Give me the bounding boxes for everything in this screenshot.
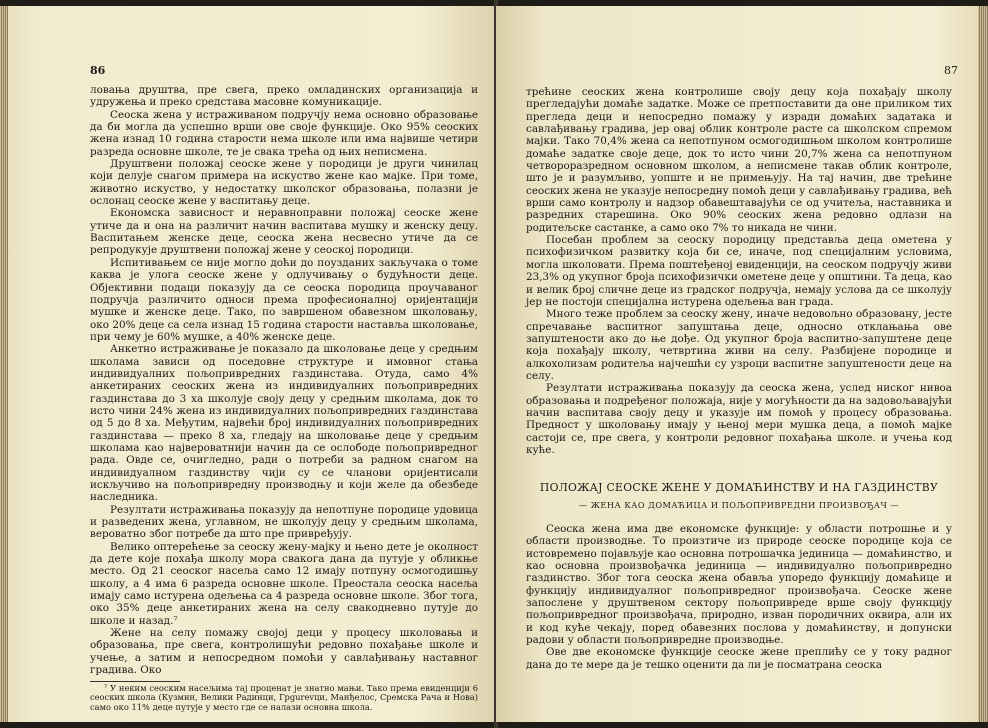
- footnote-rule: [90, 681, 180, 682]
- paragraph: Резултати истраживања показују да непотпуне породице удовица и разведених жена, углавном, не школују децу у средњим школама, вероватно због потребе да што пре привређују.: [90, 503, 478, 541]
- paragraph: Много теже проблем за сеоску жену, иначе недовољно образовану, јесте спречавање васпитног запуштања деце, односно отклањања ове запуштености ако до ње дође. Од укупног броја васпитно-запуштене деце која похађају школу, четвртина живи на селу. Разбијене породице и алкохолизам родитеља најчешћи су узроци васпитне запуштености деце на селу.: [526, 308, 952, 382]
- page-edges-right: [978, 6, 988, 722]
- page-number-right: 87: [944, 64, 958, 77]
- paragraph: Друштвени положај сеоске жене у породици је други чинилац који делује снагом примера на искуство жене као мајке. При томе, животно искуство, у недостатку школског образовања, полазни је ослонац сеоске жене у васпитању деце.: [90, 158, 478, 208]
- paragraph: Резултати истраживања показују да сеоска жена, услед ниског нивоа образовања и подређеног положаја, није у могућности да на задовољавајући начин васпитава своју децу и указује им помоћ у процесу образовања. Предност у школовању имају у њеној мери мушка деца, а помоћ мајке састоји се, пре свега, у контроли редовног похађања школе. и учења код куће.: [526, 382, 952, 456]
- right-page: [496, 6, 980, 722]
- paragraph: Сеоска жена у истраживаном подручју нема основно образовање да би могла да успешно врши ове своје функције. Око 95% сеоских жена изнад 10 година старости нема школе или има највише четири разреда основне школе, те је свака трећа од њих неписмена.: [90, 108, 478, 158]
- paragraph: трећине сеоских жена контролише своју децу која похађају школу прегледајући домаће задатке. Може се претпоставити да оне приликом тих прегледа деци и непосредно помажу у изради домаћих задатака и савлађивању градива, јер овај облик контроле расте са школском спремом мајки. Тако 70,4% жена са непотпуном осмогодишњом школом контролише домаће задатке своје деце, док то исто чини 20,7% жена са непотпуном четвороразредном основном школом, а неписмене такав облик контроле, што је и разумљиво, уопште и не примењују. На тај начин, две трећине сеоских жена не указује непосредну помоћ деци у савлађивању градива, већ врши само контролу и надзор обавештавајући се од учитеља, наставника и разредних старешина. Око 90% сеоских жена редовно одлази на родитељске састанке, а само око 7% то никада не чини.: [526, 86, 952, 234]
- paragraph: Економска зависност и неравноправни положај сеоске жене утиче да и она на различит начин васпитава мушку и женску децу. Васпитањем женске деце, сеоска жена несвесно утиче да се репродукује друштвени положај жене у сеоској породици.: [90, 207, 478, 257]
- paragraph: Сеоска жена има две економске функције: у области потрошње и у области производње. То произтиче из природе сеоске породице која се истовремено појављује као основна потрошачка јединица — домаћинство, и као основна произвођачка јединица — индивидуално пољопривредно газдинство. Због тога сеоска жена обавља упоредо функцију домаћице и функцију индивидуалног пољопривредног произвођача. Сеоске жене запослене у друштвеном сектору пољопривреде врше своју функцију пољопривредног произвођача, природно, изван породичних оквира, али их и код куће чекају, поред обавезних послова у домаћинству, и допунски радови у области пољопривредне производње.: [526, 523, 952, 647]
- page-number-left: 86: [90, 64, 106, 77]
- paragraph: Анкетно истраживање је показало да школовање деце у средњим школама зависи од поседовне структуре и имовног стања индивидуалних пољопривредних газдинстава. Отуда, само 4% анкетираних сеоских жена из индивидуалних пољопривредних газдинстава до 3 ха школује своју децу у средњим школама, док то исто чини 24% жена из индивидуалних пољопривредних газдинстава од 5 до 8 ха. Међутим, највећи број индивидуалних пољопривредних газдинстава — преко 8 ха, гледају на школовање деце у средњим школама као највероватнији начин да се ослободе пољопривредног рада. Овде се, очигледно, ради о потреби за радном снагом на индивидуалном газдинству чији су се чланови оријентисали искључиво на пољопривредну производњу и који желе да обезбеде наследника.: [90, 343, 478, 504]
- paragraph: Велико оптерећење за сеоску жену-мајку и њено дете је околност да дете које похађа школу мора свакога дана да путује у обликње место. Од 21 сеоског насеља само 12 имају потпуну осмогодишњу школу, а 4 има 6 разреда основне школе. Преостала сеоска насеља имају само истурена одељења са 4 разреда основне школе. Због тога, око 35% деце анкетираних жена на селу свакодневно путује до школе и назад.⁷: [90, 540, 478, 627]
- section-title: ПОЛОЖАЈ СЕОСКЕ ЖЕНЕ У ДОМАЋИНСТВУ И НА ГАЗДИНСТВУ: [539, 481, 939, 495]
- paragraph: ловања друштва, пре свега, преко омладинских организација и удружења и преко средстава масовне комуникације.: [90, 84, 478, 109]
- left-page-body: [90, 84, 478, 713]
- paragraph: Посебан проблем за сеоску породицу представља деца ометена у психофизичком развитку која би се, иначе, под специјалним условима, могла школовати. Према поштеђеној евиденцији, на сеоском подручју живи 23,3% од укупног броја психофизички ометене деце у општини. Та деца, као и велик број сличне деце из градског подручја, немају услова да се школују јер не постоји специјална истурена одељења ван града.: [526, 234, 952, 308]
- section-subtitle: — ЖЕНА КАО ДОМАЋИЦА И ПОЉОПРИВРЕДНИ ПРОИЗВОЂАЧ —: [578, 499, 900, 510]
- paragraph: Испитивањем се није могло доћи до поузданих закључака о томе каква је улога сеоске жене у одлучивању о будућности деце. Објективни подаци показују да се сеоска породица проучаваног подручја различито односи према професионалној оријентацији мушке и женске деце. Тако, по завршеном обавезном школовању, око 20% деце са села изнад 15 година старости наставља школовање, при чему је 60% мушке, а 40% женске деце.: [90, 256, 478, 343]
- footnote: ⁷ У неким сеоским насељима тај проценат је знатно мањи. Тако према евиденцији 6 сеоских школа (Кузмин, Велики Радинци, Грgurevци, Манђелос, Сремска Рача и Нова) само око 11% деце путује у место где се налази основна школа.: [90, 682, 478, 713]
- right-page-body: [526, 86, 952, 671]
- paragraph: Жене на селу помажу својој деци у процесу школовања и образовања, пре свега, контролишући редовно похађање школе и учење, а затим и непосредном помоћи у савлађивању наставног градива. Око: [90, 627, 478, 677]
- left-page: [8, 6, 494, 722]
- paragraph: Ове две економске функције сеоске жене преплићу се у току радног дана до те мере да је тешко оценити да ли је посматрана сеоска: [526, 646, 952, 671]
